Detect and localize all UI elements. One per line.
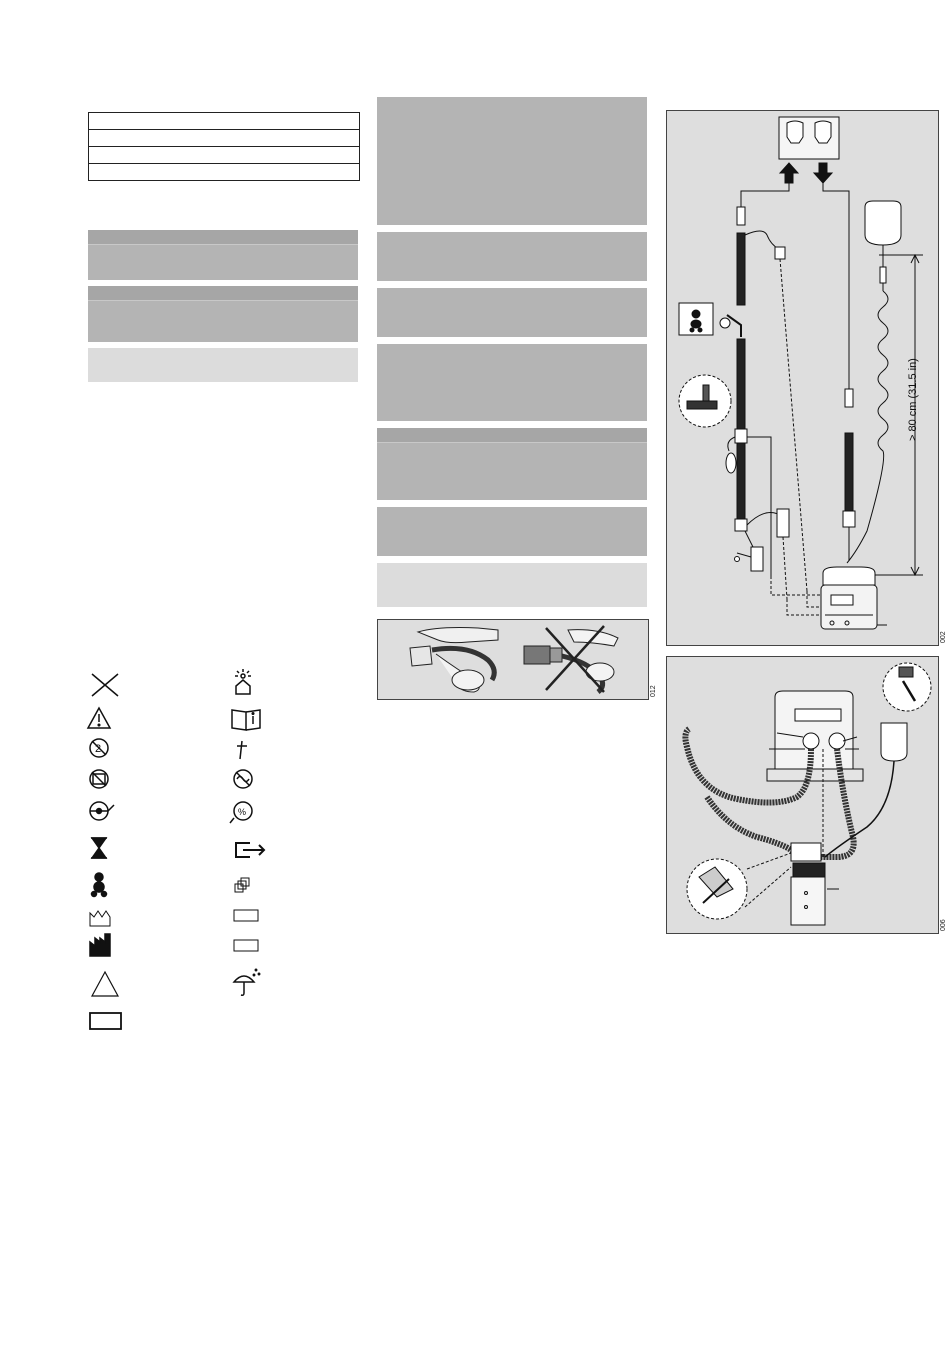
- neonatal-icon: [679, 303, 713, 335]
- do-not-use-if-damaged-icon: [90, 770, 108, 788]
- keep-dry-icon: [234, 969, 260, 995]
- warning-box: [377, 232, 647, 281]
- label-box-icon: [234, 940, 258, 951]
- tube-handling-figure: [377, 619, 649, 700]
- label-box-icon: [90, 1013, 121, 1029]
- consult-instructions-icon: [232, 710, 260, 730]
- table-row: [89, 147, 359, 164]
- quantity-icon: [235, 878, 249, 892]
- figure-number: 002: [940, 631, 947, 643]
- dimension-label: > 80 cm (31.5 in): [907, 358, 919, 441]
- humidifier-connection-figure: [666, 656, 939, 934]
- neonatal-icon: [92, 873, 107, 897]
- note-box: [88, 348, 358, 382]
- non-pyrogenic-icon: [234, 770, 252, 788]
- date-of-manufacture-icon: [90, 911, 110, 926]
- info-table: [88, 112, 360, 181]
- recycling-icon: [92, 972, 118, 996]
- figure-number: 006: [940, 919, 947, 931]
- note-box: [377, 563, 647, 607]
- warning-box: [377, 428, 647, 500]
- temperature-limit-icon: [237, 741, 247, 759]
- warning-box: [88, 230, 358, 280]
- keep-away-from-sunlight-icon: [235, 669, 251, 694]
- humidifier-connection-illustration: [667, 657, 938, 933]
- table-row: [89, 130, 359, 147]
- svg-text:2: 2: [95, 743, 102, 755]
- warning-box: [377, 344, 647, 421]
- table-row: [89, 164, 359, 180]
- do-not-reuse-2-icon: [90, 739, 108, 757]
- do-not-reuse-icon: [92, 674, 118, 696]
- use-by-date-icon: [91, 838, 107, 858]
- circuit-setup-figure: [666, 110, 939, 646]
- label-box-icon: [234, 910, 258, 921]
- table-row: [89, 113, 359, 130]
- humidity-limit-icon: [230, 802, 252, 823]
- tube-handling-illustration: [378, 620, 648, 699]
- symbol-legend: [80, 668, 300, 1040]
- warning-box: [377, 507, 647, 556]
- warning-box: [377, 288, 647, 337]
- warning-box: [88, 286, 358, 342]
- svg-text:%: %: [238, 807, 247, 817]
- sterile-fluid-path-icon: [90, 802, 114, 820]
- circuit-setup-diagram: [667, 111, 938, 645]
- outlet-icon: [236, 843, 264, 857]
- figure-number: 012: [650, 685, 657, 697]
- caution-icon: [88, 708, 110, 728]
- warning-box: [377, 97, 647, 225]
- manufacturer-icon: [90, 934, 110, 956]
